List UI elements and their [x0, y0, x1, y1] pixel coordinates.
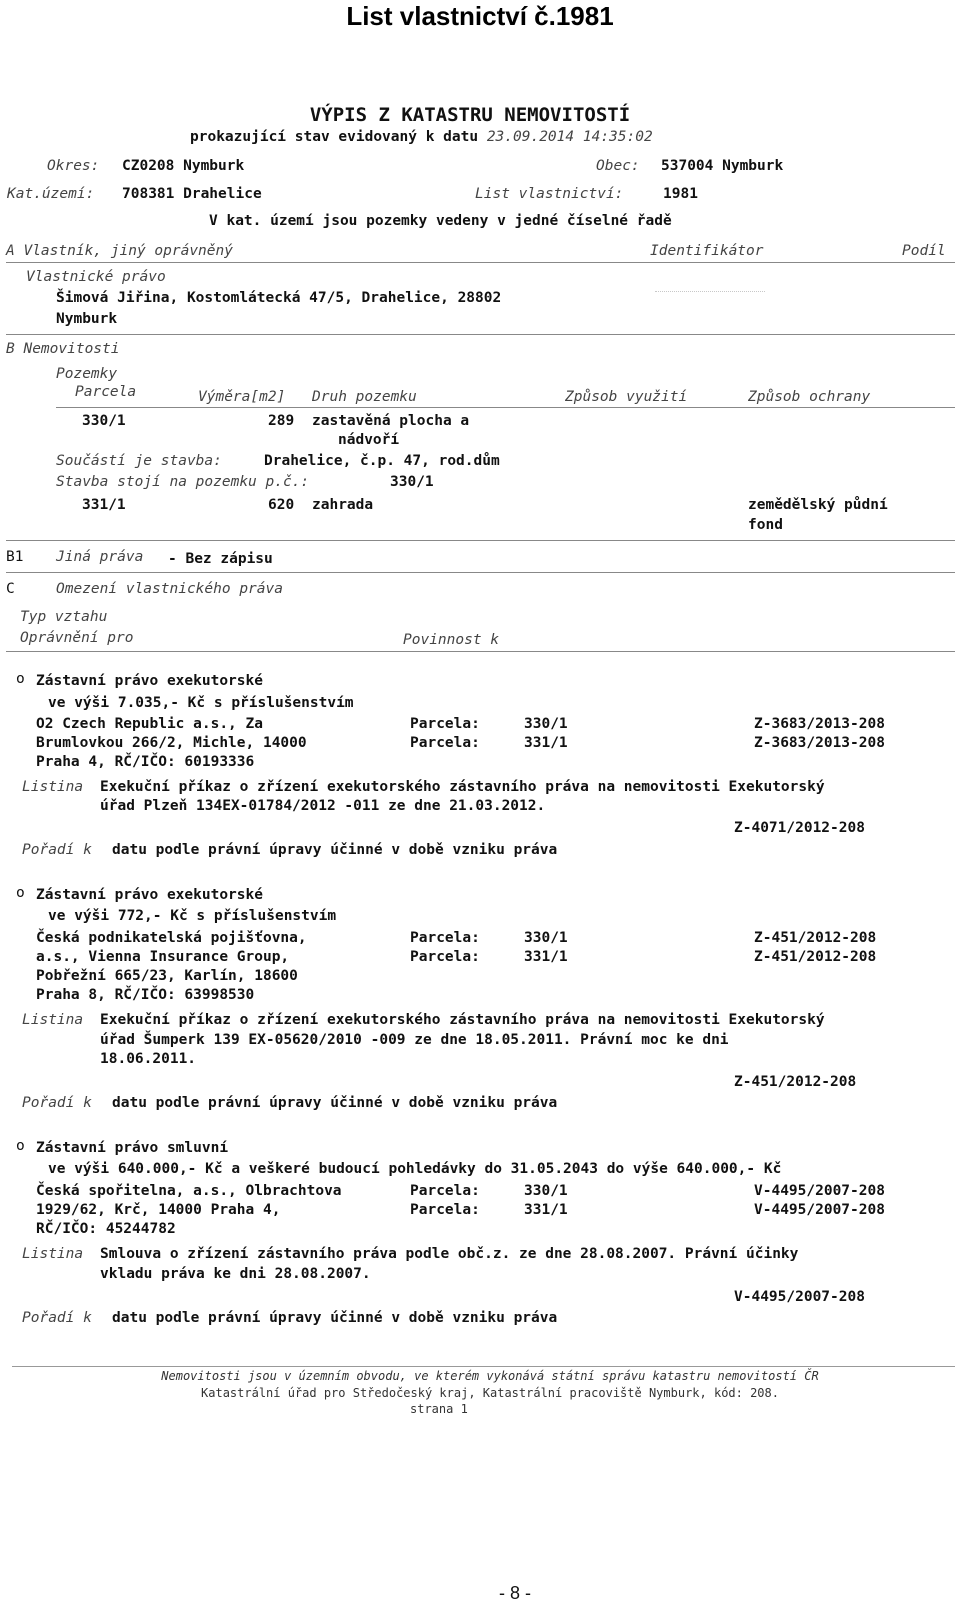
- entry3-listina-1: Smlouva o zřízení zástavního práva podle obč.z. ze dne 28.08.2007. Právní účinky: [100, 1246, 799, 1262]
- entry2-parcela-label-2: Parcela:: [410, 949, 480, 965]
- entry3-poradi-text: datu podle právní úpravy účinné v době vzniku práva: [112, 1310, 558, 1326]
- entry2-listina-label: Listina: [22, 1012, 84, 1028]
- col-vyuziti: Způsob využití: [565, 389, 688, 405]
- entry2-parcela-2: 331/1: [524, 949, 568, 965]
- entry2-title: Zástavní právo exekutorské: [36, 887, 263, 903]
- footer-line-3: strana 1: [410, 1402, 468, 1416]
- okres-value: CZ0208 Nymburk: [122, 158, 245, 174]
- section-b-label: B Nemovitosti: [6, 341, 120, 357]
- entry3-parcela-label-2: Parcela:: [410, 1202, 480, 1218]
- entry3-title: Zástavní právo smluvní: [36, 1140, 229, 1156]
- entry1-poradi-text: datu podle právní úpravy účinné v době vzniku práva: [112, 842, 558, 858]
- ochrana-line-1: zemědělský půdní: [748, 497, 888, 513]
- divider: [6, 334, 955, 335]
- subtitle-prefix: prokazující stav evidovaný k datu: [190, 129, 479, 145]
- druh-zahrada: zahrada: [312, 497, 374, 513]
- entry1-title: Zástavní právo exekutorské: [36, 673, 263, 689]
- druh-line-1: zastavěná plocha a: [312, 413, 470, 429]
- okres-label: Okres:: [47, 158, 100, 174]
- obec-label: Obec:: [596, 158, 640, 174]
- parcela-331-1: 331/1: [82, 497, 126, 513]
- footer-line-1: Nemovitosti jsou v územním obvodu, ve kterém vykonává státní správu katastru nemovitostí ČR: [161, 1369, 819, 1383]
- entry3-parcela-label-1: Parcela:: [410, 1183, 480, 1199]
- entry2-listina-3: 18.06.2011.: [100, 1051, 197, 1067]
- katuzemi-label: Kat.území:: [7, 186, 95, 202]
- col-druh: Druh pozemku: [312, 389, 417, 405]
- entry2-poradi-text: datu podle právní úpravy účinné v době vzniku práva: [112, 1095, 558, 1111]
- entry3-party-1: Česká spořitelna, a.s., Olbrachtova: [36, 1183, 342, 1199]
- entry1-ref-1: Z-3683/2013-208: [754, 716, 885, 732]
- section-b1-label: Jiná práva: [56, 549, 144, 565]
- entry1-listina-1: Exekuční příkaz o zřízení exekutorského zástavního práva na nemovitosti Exekutorský: [100, 779, 825, 795]
- owner-line-1: Šimová Jiřina, Kostomlátecká 47/5, Drahelice, 28802: [56, 290, 502, 306]
- vymera-620: 620: [268, 497, 295, 513]
- entry1-amount: ve výši 7.035,- Kč s příslušenstvím: [48, 695, 354, 711]
- divider: [6, 262, 955, 263]
- entry1-party-2: Brumlovkou 266/2, Michle, 14000: [36, 735, 307, 751]
- opravneni-pro: Oprávnění pro: [20, 630, 134, 646]
- stavba-value: 330/1: [390, 474, 434, 490]
- redacted-identifier: [655, 291, 765, 292]
- section-a-label: A Vlastník, jiný oprávněný: [6, 243, 233, 259]
- bullet: o: [16, 1138, 25, 1154]
- entry3-ref: V-4495/2007-208: [734, 1289, 865, 1305]
- entry2-listina-2: úřad Šumperk 139 EX-05620/2010 -009 ze dne 18.05.2011. Právní moc ke dni: [100, 1032, 729, 1048]
- entry1-parcela-1: 330/1: [524, 716, 568, 732]
- entry2-listina-1: Exekuční příkaz o zřízení exekutorského zástavního práva na nemovitosti Exekutorský: [100, 1012, 825, 1028]
- owner-line-2: Nymburk: [56, 311, 118, 327]
- entry3-poradi-label: Pořadí k: [22, 1310, 92, 1326]
- col-podil: Podíl: [902, 243, 946, 259]
- col-parcela: Parcela: [75, 384, 137, 400]
- entry1-parcela-label-1: Parcela:: [410, 716, 480, 732]
- parcela-330-1: 330/1: [82, 413, 126, 429]
- entry1-listina-label: Listina: [22, 779, 84, 795]
- col-identifikator: Identifikátor: [650, 243, 764, 259]
- entry3-parcela-2: 331/1: [524, 1202, 568, 1218]
- entry1-ref: Z-4071/2012-208: [734, 820, 865, 836]
- druh-line-2: nádvoří: [338, 432, 400, 448]
- entry2-party-4: Praha 8, RČ/IČO: 63998530: [36, 987, 255, 1003]
- subtitle: [190, 130, 653, 145]
- povinnost-k: Povinnost k: [403, 632, 500, 648]
- section-b1-code: B1: [6, 549, 24, 565]
- col-ochrana: Způsob ochrany: [748, 389, 871, 405]
- entry1-parcela-2: 331/1: [524, 735, 568, 751]
- entry1-listina-2: úřad Plzeň 134EX-01784/2012 -011 ze dne 21.03.2012.: [100, 798, 546, 814]
- page-header: List vlastnictví č.1981: [346, 1, 614, 31]
- section-c-label: Omezení vlastnického práva: [56, 581, 283, 597]
- lv-label: List vlastnictví:: [475, 186, 624, 202]
- divider: [6, 651, 955, 652]
- col-vymera: Výměra[m2]: [198, 389, 286, 405]
- entry3-listina-label: Listina: [22, 1246, 84, 1262]
- ochrana-line-2: fond: [748, 517, 783, 533]
- entry2-party-1: Česká podnikatelská pojišťovna,: [36, 930, 307, 946]
- entry1-parcela-label-2: Parcela:: [410, 735, 480, 751]
- entry3-ref-2: V-4495/2007-208: [754, 1202, 885, 1218]
- entry2-ref-1: Z-451/2012-208: [754, 930, 877, 946]
- bullet: o: [16, 885, 25, 901]
- entry1-party-1: O2 Czech Republic a.s., Za: [36, 716, 263, 732]
- entry2-ref: Z-451/2012-208: [734, 1074, 857, 1090]
- obec-value: 537004 Nymburk: [661, 158, 784, 174]
- footer-divider: [12, 1366, 955, 1367]
- footer-line-2: Katastrální úřad pro Středočeský kraj, Katastrální pracoviště Nymburk, kód: 208.: [201, 1386, 779, 1400]
- entry3-party-2: 1929/62, Krč, 14000 Praha 4,: [36, 1202, 281, 1218]
- vlastnicke-pravo-label: Vlastnické právo: [26, 269, 166, 285]
- vymera-289: 289: [268, 413, 295, 429]
- pozemky-label: Pozemky: [56, 366, 118, 382]
- entry2-ref-2: Z-451/2012-208: [754, 949, 877, 965]
- entry2-party-3: Pobřežní 665/23, Karlín, 18600: [36, 968, 298, 984]
- subtitle-date: 23.09.2014 14:35:02: [486, 129, 653, 145]
- soucasti-value: Drahelice, č.p. 47, rod.dům: [264, 453, 500, 469]
- entry1-ref-2: Z-3683/2013-208: [754, 735, 885, 751]
- section-c-code: C: [6, 581, 15, 597]
- entry2-parcela-1: 330/1: [524, 930, 568, 946]
- document-title: VÝPIS Z KATASTRU NEMOVITOSTÍ: [309, 104, 631, 126]
- entry2-party-2: a.s., Vienna Insurance Group,: [36, 949, 290, 965]
- entry3-ref-1: V-4495/2007-208: [754, 1183, 885, 1199]
- typ-vztahu: Typ vztahu: [20, 609, 108, 625]
- lv-value: 1981: [663, 186, 698, 202]
- note-line: V kat. území jsou pozemky vedeny v jedné číselné řadě: [209, 213, 672, 229]
- katuzemi-value: 708381 Drahelice: [122, 186, 262, 202]
- divider: [6, 540, 955, 541]
- stavba-label: Stavba stojí na pozemku p.č.:: [56, 474, 310, 490]
- page-number: - 8 -: [498, 1583, 531, 1603]
- divider: [6, 572, 955, 573]
- divider: [56, 407, 955, 408]
- bullet: o: [16, 671, 25, 687]
- entry3-parcela-1: 330/1: [524, 1183, 568, 1199]
- soucasti-label: Součástí je stavba:: [56, 453, 222, 469]
- section-b1-value: - Bez zápisu: [168, 551, 273, 567]
- entry2-poradi-label: Pořadí k: [22, 1095, 92, 1111]
- entry3-amount: ve výši 640.000,- Kč a veškeré budoucí pohledávky do 31.05.2043 do výše 640.000,- Kč: [48, 1161, 782, 1177]
- entry1-party-3: Praha 4, RČ/IČO: 60193336: [36, 754, 255, 770]
- entry3-party-3: RČ/IČO: 45244782: [36, 1221, 176, 1237]
- entry2-parcela-label-1: Parcela:: [410, 930, 480, 946]
- entry2-amount: ve výši 772,- Kč s příslušenstvím: [48, 908, 337, 924]
- entry1-poradi-label: Pořadí k: [22, 842, 92, 858]
- entry3-listina-2: vkladu práva ke dni 28.08.2007.: [100, 1266, 371, 1282]
